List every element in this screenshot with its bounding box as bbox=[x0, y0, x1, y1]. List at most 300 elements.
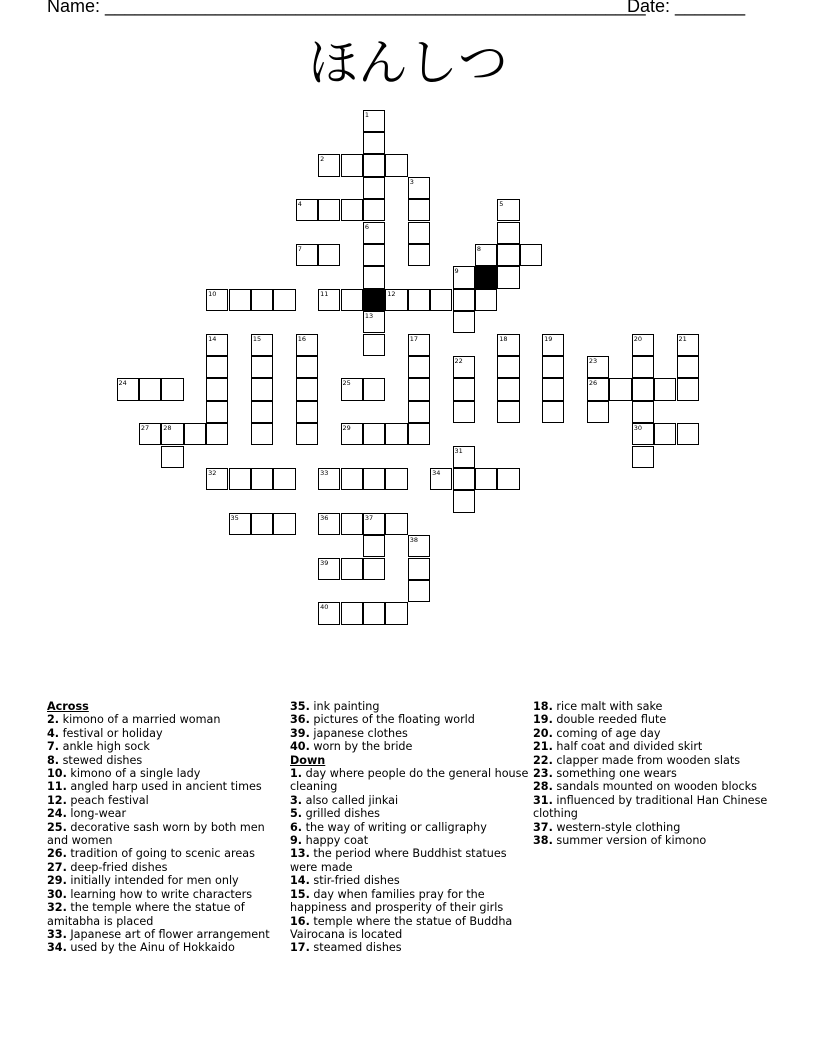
clue-down bbox=[290, 807, 530, 820]
grid-cell[interactable] bbox=[632, 401, 654, 423]
cell-number: 5 bbox=[499, 200, 504, 209]
clue-text: kimono of a single lady bbox=[66, 767, 201, 781]
grid-cell[interactable] bbox=[206, 401, 228, 423]
grid-cell[interactable] bbox=[139, 423, 161, 445]
clue-across bbox=[47, 767, 287, 780]
grid-cell[interactable] bbox=[542, 378, 564, 400]
clue-number: 25. bbox=[47, 820, 67, 834]
clue-number: 4. bbox=[47, 726, 60, 740]
clue-number: 5. bbox=[290, 807, 303, 821]
grid-cell[interactable] bbox=[408, 401, 430, 423]
cell-number: 27 bbox=[140, 424, 150, 433]
grid-cell[interactable] bbox=[408, 199, 430, 221]
clue-text: western-style clothing bbox=[552, 820, 681, 834]
grid-cell[interactable] bbox=[161, 423, 183, 445]
grid-cell[interactable] bbox=[654, 378, 676, 400]
grid-cell[interactable] bbox=[206, 423, 228, 445]
grid-cell[interactable] bbox=[632, 356, 654, 378]
grid-cell[interactable] bbox=[363, 378, 385, 400]
grid-cell[interactable] bbox=[385, 468, 407, 490]
cell-number: 18 bbox=[499, 334, 508, 343]
grid-cell[interactable] bbox=[296, 423, 318, 445]
clue-across bbox=[47, 807, 287, 820]
grid-cell[interactable] bbox=[363, 535, 385, 557]
clue-number: 9. bbox=[290, 834, 303, 848]
clue-number: 8. bbox=[47, 753, 60, 767]
grid-cell[interactable] bbox=[229, 289, 251, 311]
clue-number: 33. bbox=[47, 927, 67, 941]
grid-cell[interactable] bbox=[363, 177, 385, 199]
grid-cell[interactable] bbox=[206, 468, 228, 490]
clue-across bbox=[290, 700, 530, 713]
grid-cell[interactable] bbox=[341, 199, 363, 221]
clue-text: coming of age day bbox=[552, 726, 661, 740]
grid-cell[interactable] bbox=[654, 423, 676, 445]
grid-cell[interactable] bbox=[385, 602, 407, 624]
grid-cell[interactable] bbox=[430, 289, 452, 311]
clue-text: sandals mounted on wooden blocks bbox=[552, 780, 757, 794]
clue-down bbox=[290, 874, 530, 887]
grid-cell[interactable] bbox=[408, 535, 430, 557]
grid-cell[interactable] bbox=[497, 401, 519, 423]
clue-number: 40. bbox=[290, 740, 310, 754]
clue-text: clapper made from wooden slats bbox=[552, 753, 741, 767]
grid-cell[interactable] bbox=[632, 378, 654, 400]
grid-cell[interactable] bbox=[408, 356, 430, 378]
clue-across bbox=[47, 901, 287, 928]
grid-cell[interactable] bbox=[475, 244, 497, 266]
grid-cell[interactable] bbox=[251, 334, 273, 356]
cell-number: 40 bbox=[320, 603, 329, 612]
cell-number: 38 bbox=[409, 536, 418, 545]
grid-cell[interactable] bbox=[318, 468, 340, 490]
grid-cell[interactable] bbox=[609, 378, 631, 400]
black-cell bbox=[475, 266, 497, 288]
clue-text: ankle high sock bbox=[59, 740, 150, 754]
clue-text: grilled dishes bbox=[302, 807, 381, 821]
clue-number: 27. bbox=[47, 860, 67, 874]
clue-text: worn by the bride bbox=[309, 740, 413, 754]
clue-number: 31. bbox=[533, 793, 553, 807]
cell-number: 21 bbox=[678, 334, 687, 343]
grid-cell[interactable] bbox=[363, 558, 385, 580]
cell-number: 25 bbox=[342, 379, 351, 388]
grid-cell[interactable] bbox=[497, 356, 519, 378]
grid-cell[interactable] bbox=[408, 558, 430, 580]
clue-text: kimono of a married woman bbox=[59, 713, 221, 727]
clues-column-1 bbox=[47, 700, 287, 955]
cell-number: 33 bbox=[320, 468, 329, 477]
grid-cell[interactable] bbox=[497, 222, 519, 244]
cell-number: 35 bbox=[230, 513, 239, 522]
grid-cell[interactable] bbox=[341, 558, 363, 580]
grid-cell[interactable] bbox=[206, 289, 228, 311]
grid-cell[interactable] bbox=[318, 199, 340, 221]
grid-cell[interactable] bbox=[251, 513, 273, 535]
clue-number: 30. bbox=[47, 887, 67, 901]
clue-number: 22. bbox=[533, 753, 553, 767]
grid-cell[interactable] bbox=[318, 244, 340, 266]
cell-number: 16 bbox=[297, 334, 306, 343]
clue-down bbox=[533, 780, 773, 793]
grid-cell[interactable] bbox=[251, 356, 273, 378]
grid-cell[interactable] bbox=[363, 266, 385, 288]
clue-across bbox=[47, 794, 287, 807]
grid-cell[interactable] bbox=[453, 289, 475, 311]
cell-number: 15 bbox=[252, 334, 262, 343]
cell-number: 13 bbox=[364, 312, 374, 321]
grid-cell[interactable] bbox=[363, 154, 385, 176]
grid-cell[interactable] bbox=[206, 334, 228, 356]
clue-text: rice malt with sake bbox=[552, 700, 663, 713]
clue-text: temple where the statue of Buddha Vairocana is located bbox=[290, 914, 513, 941]
cell-number: 2 bbox=[320, 155, 325, 164]
clues-column-3 bbox=[533, 700, 773, 847]
cell-number: 28 bbox=[163, 424, 172, 433]
grid-cell[interactable] bbox=[408, 334, 430, 356]
grid-cell[interactable] bbox=[296, 378, 318, 400]
grid-cell[interactable] bbox=[385, 154, 407, 176]
clue-number: 15. bbox=[290, 887, 310, 901]
grid-cell[interactable] bbox=[161, 378, 183, 400]
clue-down bbox=[290, 821, 530, 834]
grid-cell[interactable] bbox=[632, 446, 654, 468]
cell-number: 30 bbox=[633, 424, 642, 433]
grid-cell[interactable] bbox=[497, 334, 519, 356]
grid-cell[interactable] bbox=[363, 513, 385, 535]
grid-cell[interactable] bbox=[273, 289, 295, 311]
cell-number: 4 bbox=[297, 200, 302, 209]
grid-cell[interactable] bbox=[587, 401, 609, 423]
clue-text: stewed dishes bbox=[59, 753, 143, 767]
clue-text: decorative sash worn by both men and women bbox=[47, 820, 265, 848]
grid-cell[interactable] bbox=[453, 490, 475, 512]
clue-number: 6. bbox=[290, 820, 303, 834]
clue-across bbox=[47, 847, 287, 860]
cell-number: 3 bbox=[409, 177, 414, 186]
clue-number: 23. bbox=[533, 767, 553, 781]
grid-cell[interactable] bbox=[318, 154, 340, 176]
clue-number: 20. bbox=[533, 726, 553, 740]
clue-down bbox=[533, 821, 773, 834]
grid-cell[interactable] bbox=[318, 289, 340, 311]
clue-number: 29. bbox=[47, 874, 67, 888]
grid-cell[interactable] bbox=[363, 199, 385, 221]
clue-down bbox=[290, 794, 530, 807]
grid-cell[interactable] bbox=[677, 378, 699, 400]
grid-cell[interactable] bbox=[632, 334, 654, 356]
grid-cell[interactable] bbox=[296, 334, 318, 356]
clue-number: 10. bbox=[47, 767, 67, 781]
grid-cell[interactable] bbox=[408, 423, 430, 445]
clue-number: 21. bbox=[533, 740, 553, 754]
clue-across bbox=[290, 713, 530, 726]
clue-across bbox=[47, 941, 287, 954]
clue-text: japanese clothes bbox=[309, 726, 408, 740]
grid-cell[interactable] bbox=[296, 356, 318, 378]
clue-number: 13. bbox=[290, 847, 310, 861]
clue-down bbox=[290, 847, 530, 874]
name-field-label: Name: ______________________________________________________ bbox=[47, 0, 646, 16]
grid-cell[interactable] bbox=[341, 602, 363, 624]
clue-text: something one wears bbox=[552, 767, 677, 781]
clue-down bbox=[290, 941, 530, 954]
clue-number: 37. bbox=[533, 820, 553, 834]
cell-number: 17 bbox=[409, 334, 418, 343]
grid-cell[interactable] bbox=[273, 468, 295, 490]
grid-cell[interactable] bbox=[385, 423, 407, 445]
cell-number: 32 bbox=[208, 468, 217, 477]
clue-across bbox=[47, 928, 287, 941]
clue-down bbox=[290, 767, 530, 794]
clue-across bbox=[47, 780, 287, 793]
cell-number: 9 bbox=[454, 267, 459, 276]
grid-cell[interactable] bbox=[363, 132, 385, 154]
clue-number: 32. bbox=[47, 901, 67, 915]
grid-cell[interactable] bbox=[385, 289, 407, 311]
grid-cell[interactable] bbox=[363, 311, 385, 333]
grid-cell[interactable] bbox=[117, 378, 139, 400]
clue-text: deep-fried dishes bbox=[66, 860, 168, 874]
grid-cell[interactable] bbox=[497, 468, 519, 490]
clue-number: 12. bbox=[47, 793, 67, 807]
grid-cell[interactable] bbox=[341, 378, 363, 400]
grid-cell[interactable] bbox=[363, 468, 385, 490]
clue-text: steamed dishes bbox=[309, 941, 402, 955]
grid-cell[interactable] bbox=[408, 378, 430, 400]
clue-across bbox=[290, 740, 530, 753]
cell-number: 1 bbox=[364, 110, 370, 119]
grid-cell[interactable] bbox=[161, 446, 183, 468]
clue-text: happy coat bbox=[302, 834, 369, 848]
cell-number: 6 bbox=[364, 222, 370, 231]
cell-number: 20 bbox=[633, 334, 642, 343]
cell-number: 10 bbox=[208, 289, 217, 298]
grid-cell[interactable] bbox=[318, 513, 340, 535]
cell-number: 12 bbox=[387, 289, 396, 298]
clue-number: 14. bbox=[290, 874, 310, 888]
grid-cell[interactable] bbox=[632, 423, 654, 445]
clue-text: the temple where the statue of amitabha is placed bbox=[47, 901, 245, 928]
clue-text: influenced by traditional Han Chinese clothing bbox=[533, 793, 768, 821]
clues-column-2 bbox=[290, 700, 530, 955]
clue-across bbox=[47, 713, 287, 726]
clue-down bbox=[533, 700, 773, 713]
clue-text: Japanese art of flower arrangement bbox=[66, 927, 270, 941]
grid-cell[interactable] bbox=[363, 334, 385, 356]
clue-number: 7. bbox=[47, 740, 60, 754]
clue-across bbox=[47, 727, 287, 740]
clue-down bbox=[533, 794, 773, 821]
clue-text: angled harp used in ancient times bbox=[66, 780, 262, 794]
grid-cell[interactable] bbox=[408, 580, 430, 602]
clue-number: 19. bbox=[533, 713, 553, 727]
grid-cell[interactable] bbox=[408, 177, 430, 199]
grid-cell[interactable] bbox=[475, 289, 497, 311]
cell-number: 26 bbox=[588, 379, 598, 388]
grid-cell[interactable] bbox=[453, 356, 475, 378]
grid-cell[interactable] bbox=[341, 154, 363, 176]
cell-number: 19 bbox=[544, 334, 553, 343]
clue-across bbox=[47, 821, 287, 848]
clue-text: double reeded flute bbox=[552, 713, 667, 727]
clue-number: 34. bbox=[47, 941, 67, 955]
grid-cell[interactable] bbox=[139, 378, 161, 400]
grid-cell[interactable] bbox=[475, 468, 497, 490]
black-cell bbox=[363, 289, 385, 311]
grid-cell[interactable] bbox=[363, 423, 385, 445]
grid-cell[interactable] bbox=[385, 513, 407, 535]
grid-cell[interactable] bbox=[229, 513, 251, 535]
grid-cell[interactable] bbox=[341, 289, 363, 311]
clue-number: 16. bbox=[290, 914, 310, 928]
clue-number: 28. bbox=[533, 780, 553, 794]
grid-cell[interactable] bbox=[542, 356, 564, 378]
grid-cell[interactable] bbox=[363, 222, 385, 244]
clue-across bbox=[47, 888, 287, 901]
clue-text: half coat and divided skirt bbox=[552, 740, 703, 754]
clue-across bbox=[47, 874, 287, 887]
grid-cell[interactable] bbox=[497, 266, 519, 288]
clue-across bbox=[290, 727, 530, 740]
grid-cell[interactable] bbox=[542, 401, 564, 423]
clue-down bbox=[290, 834, 530, 847]
grid-cell[interactable] bbox=[184, 423, 206, 445]
cell-number: 22 bbox=[454, 356, 463, 365]
clue-number: 38. bbox=[533, 834, 553, 848]
grid-cell[interactable] bbox=[430, 468, 452, 490]
clue-text: the way of writing or calligraphy bbox=[302, 820, 487, 834]
grid-cell[interactable] bbox=[363, 602, 385, 624]
clue-down bbox=[533, 727, 773, 740]
clue-text: stir-fried dishes bbox=[309, 874, 400, 888]
clue-text: the period where Buddhist statues were made bbox=[290, 847, 507, 874]
clue-text: day when families pray for the happiness and prosperity of their girls bbox=[290, 887, 504, 915]
grid-cell[interactable] bbox=[453, 446, 475, 468]
clue-text: pictures of the floating world bbox=[309, 713, 475, 727]
clue-number: 11. bbox=[47, 780, 67, 794]
grid-cell[interactable] bbox=[318, 558, 340, 580]
grid-cell[interactable] bbox=[206, 356, 228, 378]
grid-cell[interactable] bbox=[677, 334, 699, 356]
clue-across bbox=[47, 740, 287, 753]
clue-number: 17. bbox=[290, 941, 310, 955]
grid-cell[interactable] bbox=[229, 468, 251, 490]
clue-text: day where people do the general house cleaning bbox=[290, 767, 529, 794]
cell-number: 37 bbox=[364, 513, 374, 522]
clue-down bbox=[533, 754, 773, 767]
date-field-label: Date: _______ bbox=[627, 0, 746, 16]
cell-number: 23 bbox=[588, 356, 598, 365]
grid-cell[interactable] bbox=[251, 468, 273, 490]
cell-number: 7 bbox=[297, 244, 302, 253]
clue-text: festival or holiday bbox=[59, 726, 163, 740]
grid-cell[interactable] bbox=[453, 378, 475, 400]
grid-cell[interactable] bbox=[677, 423, 699, 445]
cell-number: 36 bbox=[320, 513, 329, 522]
clue-text: ink painting bbox=[309, 700, 380, 713]
page-title: ほんしつ bbox=[308, 34, 508, 92]
clue-down bbox=[533, 834, 773, 847]
cell-number: 29 bbox=[342, 424, 351, 433]
cell-number: 39 bbox=[320, 558, 329, 567]
grid-cell[interactable] bbox=[677, 356, 699, 378]
clue-text: tradition of going to scenic areas bbox=[66, 847, 255, 861]
grid-cell[interactable] bbox=[408, 222, 430, 244]
cell-number: 24 bbox=[118, 379, 127, 388]
clue-text: summer version of kimono bbox=[552, 834, 707, 848]
grid-cell[interactable] bbox=[363, 110, 385, 132]
grid-cell[interactable] bbox=[453, 266, 475, 288]
clue-number: 3. bbox=[290, 793, 303, 807]
clue-number: 18. bbox=[533, 700, 553, 713]
grid-cell[interactable] bbox=[251, 401, 273, 423]
clue-text: initially intended for men only bbox=[66, 874, 239, 888]
clue-number: 24. bbox=[47, 807, 67, 821]
grid-cell[interactable] bbox=[453, 311, 475, 333]
grid-cell[interactable] bbox=[296, 401, 318, 423]
clues-heading-down: Down bbox=[290, 753, 326, 767]
grid-cell[interactable] bbox=[341, 423, 363, 445]
grid-cell[interactable] bbox=[587, 356, 609, 378]
clue-number: 1. bbox=[290, 767, 303, 781]
grid-cell[interactable] bbox=[520, 244, 542, 266]
grid-cell[interactable] bbox=[497, 199, 519, 221]
grid-cell[interactable] bbox=[251, 378, 273, 400]
grid-cell[interactable] bbox=[273, 513, 295, 535]
grid-cell[interactable] bbox=[341, 513, 363, 535]
grid-cell[interactable] bbox=[453, 401, 475, 423]
clue-across bbox=[47, 861, 287, 874]
grid-cell[interactable] bbox=[318, 602, 340, 624]
clue-down bbox=[290, 888, 530, 915]
grid-cell[interactable] bbox=[206, 378, 228, 400]
cell-number: 8 bbox=[476, 244, 482, 253]
grid-cell[interactable] bbox=[251, 289, 273, 311]
clue-down bbox=[533, 740, 773, 753]
grid-cell[interactable] bbox=[453, 468, 475, 490]
clue-text: used by the Ainu of Hokkaido bbox=[66, 941, 235, 955]
clue-text: learning how to write characters bbox=[66, 887, 253, 901]
clue-number: 2. bbox=[47, 713, 60, 727]
cell-number: 31 bbox=[454, 446, 463, 455]
clue-number: 39. bbox=[290, 726, 310, 740]
grid-cell[interactable] bbox=[296, 199, 318, 221]
clues-heading-across: Across bbox=[47, 700, 89, 713]
grid-cell[interactable] bbox=[408, 289, 430, 311]
grid-cell[interactable] bbox=[363, 244, 385, 266]
clue-down bbox=[533, 767, 773, 780]
grid-cell[interactable] bbox=[542, 334, 564, 356]
clue-number: 35. bbox=[290, 700, 310, 713]
grid-cell[interactable] bbox=[341, 468, 363, 490]
cell-number: 11 bbox=[320, 289, 329, 298]
clue-down bbox=[533, 713, 773, 726]
grid-cell[interactable] bbox=[497, 378, 519, 400]
clue-text: long-wear bbox=[66, 807, 127, 821]
grid-cell[interactable] bbox=[497, 244, 519, 266]
grid-cell[interactable] bbox=[587, 378, 609, 400]
clue-down bbox=[290, 915, 530, 942]
grid-cell[interactable] bbox=[408, 244, 430, 266]
clue-text: peach festival bbox=[66, 793, 149, 807]
clue-text: also called jinkai bbox=[302, 793, 399, 807]
grid-cell[interactable] bbox=[296, 244, 318, 266]
clue-number: 36. bbox=[290, 713, 310, 727]
clue-across bbox=[47, 754, 287, 767]
clue-number: 26. bbox=[47, 847, 67, 861]
grid-cell[interactable] bbox=[251, 423, 273, 445]
